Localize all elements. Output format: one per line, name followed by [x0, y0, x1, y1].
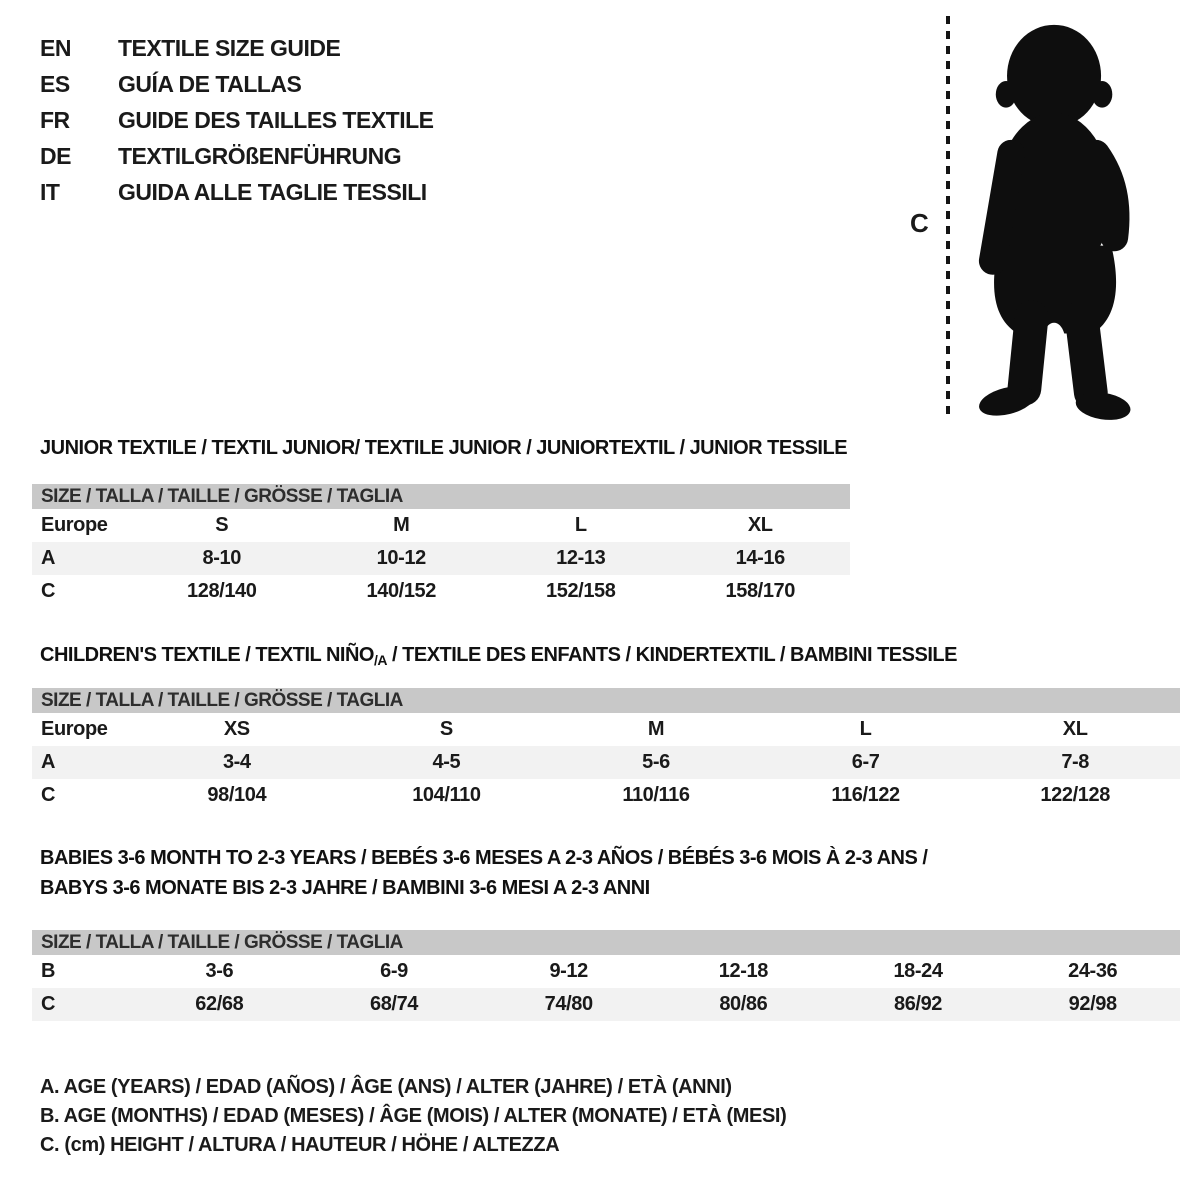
- legend-line-c: C. (cm) HEIGHT / ALTURA / HAUTEUR / HÖHE / ALTEZZA: [40, 1134, 560, 1156]
- table-row: [32, 746, 1180, 779]
- table-cell: 68/74: [369, 993, 419, 1015]
- language-code: ES: [40, 70, 70, 97]
- junior-section: [32, 437, 850, 608]
- table-cell: 6-9: [380, 960, 408, 982]
- language-row-de: [40, 138, 434, 174]
- table-cell: 98/104: [207, 784, 267, 806]
- table-cell: XS: [223, 718, 250, 740]
- children-section-title: [32, 644, 1180, 668]
- table-cell: S: [215, 514, 229, 536]
- table-cell: 3-4: [222, 751, 251, 773]
- table-cell: 7-8: [1061, 751, 1090, 773]
- row-label: A: [41, 547, 56, 569]
- table-cell: 12-13: [556, 547, 606, 569]
- children-section: [32, 644, 1180, 812]
- measure-legend: [40, 1073, 786, 1160]
- row-label: C: [41, 580, 56, 602]
- table-cell: 128/140: [187, 580, 257, 602]
- table-row: [32, 542, 850, 575]
- row-label: C: [41, 784, 56, 806]
- table-cell: M: [393, 514, 410, 536]
- table-row: [32, 509, 850, 542]
- row-label: B: [41, 960, 56, 982]
- table-cell: 8-10: [202, 547, 241, 569]
- table-cell: 74/80: [544, 993, 593, 1015]
- table-cell: 152/158: [546, 580, 616, 602]
- language-code: IT: [40, 178, 60, 205]
- table-cell: S: [439, 718, 453, 740]
- table-cell: XL: [1062, 718, 1088, 740]
- language-title: TEXTILE SIZE GUIDE: [118, 34, 341, 61]
- title-text: / TEXTILE DES ENFANTS / KINDERTEXTIL / BAMBINI TESSILE: [386, 644, 957, 666]
- row-label: C: [41, 993, 56, 1015]
- children-size-header: SIZE / TALLA / TAILLE / GRÖSSE / TAGLIA: [32, 688, 1180, 713]
- row-label: Europe: [41, 718, 108, 740]
- table-cell: XL: [747, 514, 773, 536]
- table-cell: L: [574, 514, 587, 536]
- language-title: GUÍA DE TALLAS: [118, 70, 302, 97]
- language-list: [40, 30, 434, 210]
- language-row-es: [40, 66, 434, 102]
- legend-line-a: A. AGE (YEARS) / EDAD (AÑOS) / ÂGE (ANS) / ALTER (JAHRE) / ETÀ (ANNI): [40, 1076, 732, 1098]
- table-cell: 110/116: [622, 784, 690, 806]
- table-cell: 80/86: [719, 993, 768, 1015]
- table-cell: 92/98: [1068, 993, 1117, 1015]
- table-cell: L: [859, 718, 872, 740]
- language-title: GUIDE DES TAILLES TEXTILE: [118, 106, 434, 133]
- table-row: [32, 713, 1180, 746]
- row-label: A: [41, 751, 56, 773]
- language-row-it: [40, 174, 434, 210]
- table-cell: 140/152: [366, 580, 436, 602]
- language-title: GUIDA ALLE TAGLIE TESSILI: [118, 178, 427, 205]
- table-cell: 62/68: [195, 993, 244, 1015]
- table-row: [32, 575, 850, 608]
- table-cell: 86/92: [893, 993, 943, 1015]
- table-cell: 116/122: [831, 784, 900, 806]
- table-cell: 3-6: [205, 960, 234, 982]
- table-cell: 18-24: [893, 960, 943, 982]
- language-code: EN: [40, 34, 71, 61]
- table-cell: 12-18: [718, 960, 768, 982]
- table-row: [32, 779, 1180, 812]
- language-row-fr: [40, 102, 434, 138]
- toddler-silhouette-icon: [960, 12, 1144, 422]
- table-row: [32, 988, 1180, 1021]
- table-cell: 6-7: [851, 751, 880, 773]
- table-cell: 5-6: [642, 751, 670, 773]
- table-cell: 10-12: [376, 547, 426, 569]
- row-label: Europe: [41, 514, 108, 536]
- legend-line-b: B. AGE (MONTHS) / EDAD (MESES) / ÂGE (MOIS) / ALTER (MONATE) / ETÀ (MESI): [40, 1105, 787, 1127]
- language-row-en: [40, 30, 434, 66]
- language-code: DE: [40, 142, 71, 169]
- height-measure-dashed-line: [946, 16, 950, 416]
- title-subscript: /A: [373, 652, 387, 668]
- babies-section: [32, 843, 1180, 1021]
- language-code: FR: [40, 106, 70, 133]
- babies-size-header: SIZE / TALLA / TAILLE / GRÖSSE / TAGLIA: [32, 930, 1180, 955]
- table-cell: M: [647, 718, 665, 740]
- junior-size-header: SIZE / TALLA / TAILLE / GRÖSSE / TAGLIA: [32, 484, 850, 509]
- table-cell: 104/110: [412, 784, 481, 806]
- table-cell: 122/128: [1040, 784, 1110, 806]
- table-cell: 14-16: [735, 547, 785, 569]
- babies-section-title-line2: BABYS 3-6 MONATE BIS 2-3 JAHRE / BAMBINI 3-6 MESI A 2-3 ANNI: [40, 877, 650, 899]
- table-cell: 4-5: [432, 751, 461, 773]
- table-cell: 9-12: [549, 960, 588, 982]
- title-text: CHILDREN'S TEXTILE / TEXTIL NIÑO: [40, 644, 374, 666]
- table-cell: 158/170: [725, 580, 795, 602]
- babies-section-title-line1: BABIES 3-6 MONTH TO 2-3 YEARS / BEBÉS 3-6 MESES A 2-3 AÑOS / BÉBÉS 3-6 MOIS À 2-3 ANS /: [40, 847, 928, 869]
- language-title: TEXTILGRÖßENFÜHRUNG: [118, 142, 402, 169]
- table-cell: 24-36: [1068, 960, 1118, 982]
- table-row: [32, 955, 1180, 988]
- height-measure-label: C: [910, 208, 929, 238]
- junior-section-title: JUNIOR TEXTILE / TEXTIL JUNIOR/ TEXTILE JUNIOR / JUNIORTEXTIL / JUNIOR TESSILE: [40, 437, 848, 459]
